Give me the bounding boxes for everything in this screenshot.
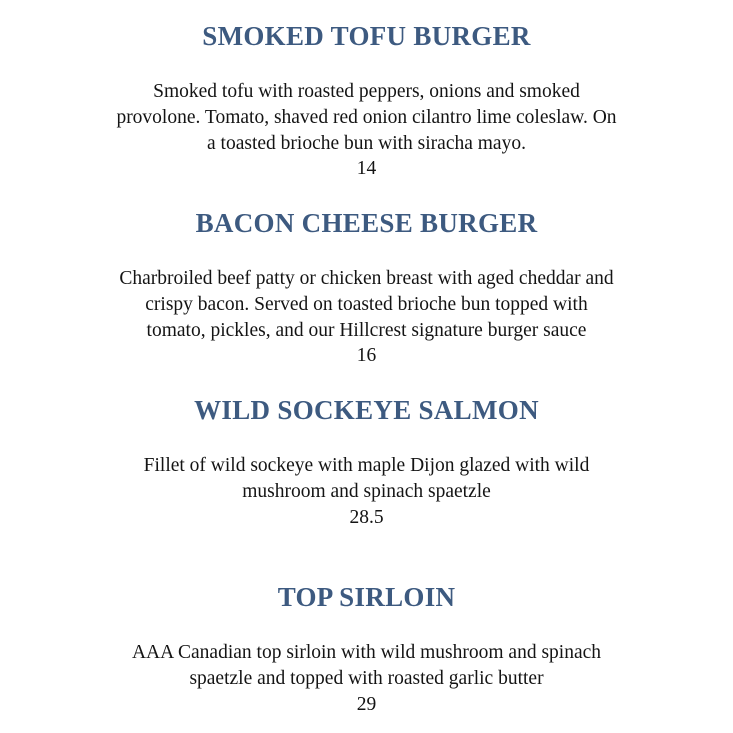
menu-item-description: [0, 79, 733, 157]
menu-item-price: 14: [356, 158, 377, 179]
description-line: spaetzle and topped with roasted garlic butter: [189, 668, 544, 689]
description-line: AAA Canadian top sirloin with wild mushroom and spinach: [131, 642, 602, 663]
description-line: a toasted brioche bun with siracha mayo.: [207, 133, 526, 154]
menu-item-description: [0, 640, 733, 692]
menu-item-description: [0, 266, 733, 344]
description-line: provolone. Tomato, shaved red onion cilantro lime coleslaw. On: [116, 107, 617, 128]
description-line: Charbroiled beef patty or chicken breast with aged cheddar and: [119, 268, 614, 289]
menu-item-description: [0, 453, 733, 505]
description-line: Fillet of wild sockeye with maple Dijon glazed with wild: [143, 455, 590, 476]
description-line: tomato, pickles, and our Hillcrest signature burger sauce: [146, 320, 587, 341]
menu-item-price: 28.5: [349, 507, 384, 528]
menu-item-title: BACON CHEESE BURGER: [195, 208, 538, 238]
menu-item-price: 16: [356, 345, 377, 366]
menu-item-title: TOP SIRLOIN: [277, 582, 456, 612]
menu-item-title: WILD SOCKEYE SALMON: [194, 395, 539, 425]
description-line: crispy bacon. Served on toasted brioche bun topped with: [145, 294, 588, 315]
description-line: Smoked tofu with roasted peppers, onions and smoked: [153, 81, 580, 102]
description-line: mushroom and spinach spaetzle: [242, 481, 491, 502]
menu-item-title: SMOKED TOFU BURGER: [202, 21, 531, 51]
menu-item-price: 29: [356, 694, 377, 715]
